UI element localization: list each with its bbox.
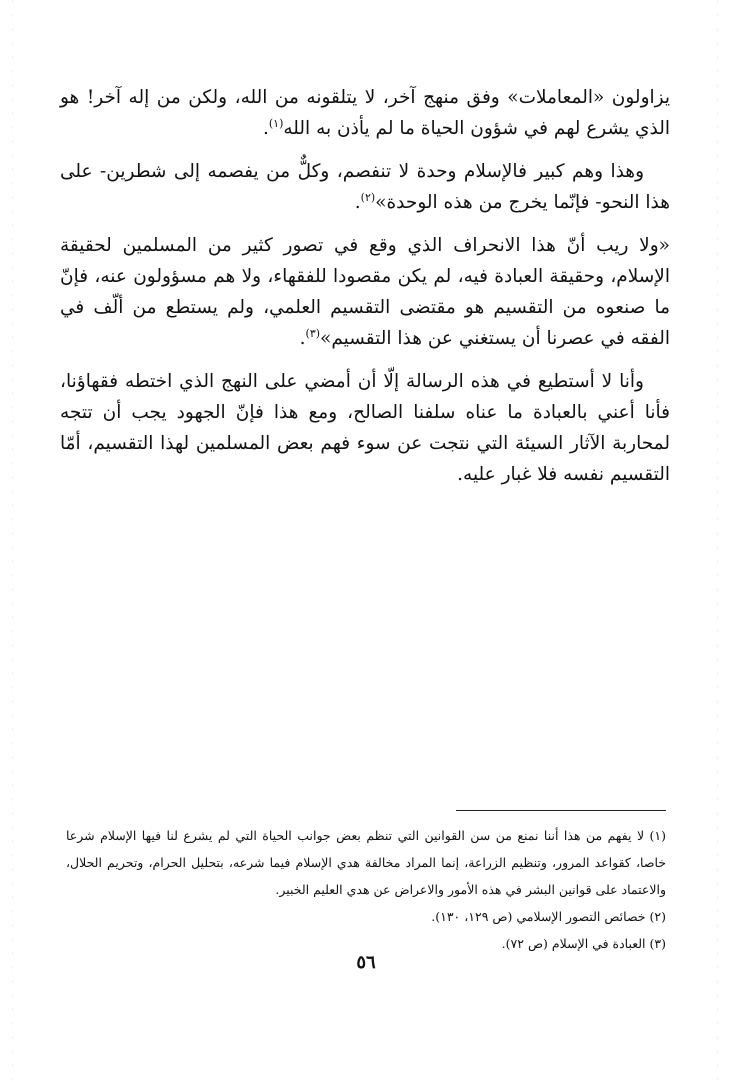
paragraph-3-text: «ولا ريب أنّ هذا الانحراف الذي وقع في تصور كثير من المسلمين لحقيقة الإسلام، وحقيقة العبادة فيه، لم يكن مقصودا للفقهاء، ولا هم مسؤولون عنه، فإنّ ما صنعوه من التقسيم هو مقتضى التقسيم العلمي، ولم يستطع من ألّف في الفقه في عصرنا أن يستغني عن هذا التقسيم» [60,235,670,349]
paragraph-1: يزاولون «المعاملات» وفق منهج آخر، لا يتلقونه من الله، ولكن من إله آخر! هو الذي يشرع لهم في شؤون الحياة ما لم يأذن به الله$^{(١)}$. [60,87,670,139]
page-number: ٥٦ [356,952,376,973]
footnote-3: (٣) العبادة في الإسلام (ص ٧٢). [501,936,666,951]
paragraph-4 [60,366,670,490]
footnote-separator [456,810,666,811]
footnote-ref-3: (٣) [305,326,321,340]
footnote-2: (٢) خصائص التصور الإسلامي (ص ١٢٩، ١٣٠). [431,909,666,924]
paragraph-2-text: وهذا وهم كبير فالإسلام وحدة لا تنفصم، وكلٌّ من يفصمه إلى شطرين- على هذا النحو- فإنّما يخرج من هذه الوحدة» [60,161,670,213]
footnote-ref-1: (١) [268,116,284,130]
footnote-ref-2: (٢) [360,190,376,204]
paragraph-4-text: وأنا لا أستطيع في هذه الرسالة إلّا أن أمضي على النهج الذي اختطه فقهاؤنا، فأنا أعني بالعبادة ما عناه سلفنا الصالح، ومع هذا فإنّ الجهود يجب أن تتجه لمحاربة الآثار السيئة التي نتجت عن سوء فهم بعض المسلمين لهذا التقسيم، أمّا التقسيم نفسه فلا غبار عليه. [60,371,670,485]
footnote-1: (١) لا يفهم من هذا أننا نمنع من سن القوانين التي تنظم بعض جوانب الحياة التي لم يشرع لنا فيها الإسلام شرعا خاصا، كقواعد المرور، وتنظيم الزراعة، إنما المراد مخالفة هدي الإسلام فيما شرعه، بتحليل الحرام، وتحريم الحلال، والاعتماد على قوانين البشر في هذه الأمور والاعراض عن هدي العليم الخبير. [66,828,666,897]
paragraph-2: وهذا وهم كبير فالإسلام وحدة لا تنفصم، وكلٌّ من يفصمه إلى شطرين- على هذا النحو- فإنّما يخرج من هذه الوحدة»$^{(٢)}$. [60,161,670,213]
footnotes [66,822,666,957]
scan-edge-right [717,0,718,1082]
paragraph-3: «ولا ريب أنّ هذا الانحراف الذي وقع في تصور كثير من المسلمين لحقيقة الإسلام، وحقيقة العبادة فيه، لم يكن مقصودا للفقهاء، ولا هم مسؤولون عنه، فإنّ ما صنعوه من التقسيم هو مقتضى التقسيم العلمي، ولم يستطع من ألّف في الفقه في عصرنا أن يستغني عن هذا التقسيم»$^{(٣)}$. [60,235,670,349]
paragraph-1-text: يزاولون «المعاملات» وفق منهج آخر، لا يتلقونه من الله، ولكن من إله آخر! هو الذي يشرع لهم في شؤون الحياة ما لم يأذن به الله [60,87,670,139]
scan-edge-left [12,0,13,1082]
main-text [60,82,670,502]
